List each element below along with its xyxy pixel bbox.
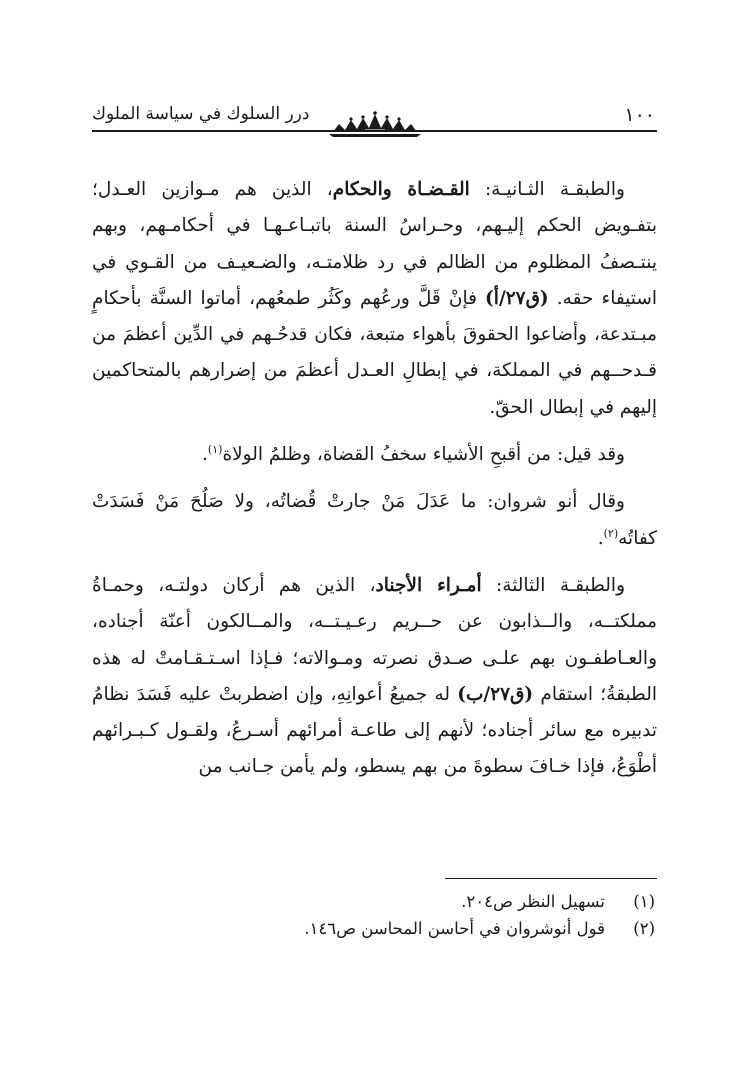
footnote-number: (٢) [633,919,655,938]
footnote-ref-2[interactable]: (٢) [603,526,619,540]
footnote-2 [92,915,657,942]
p1-text-1: والطبقـة الثـانيـة: [469,179,625,200]
main-text [92,172,657,786]
running-title: درر السلوك في سياسة الملوك [92,104,310,124]
paragraph-second-class [92,172,657,426]
crown-ornament-icon [325,110,425,140]
page-number: ١٠٠ [624,104,655,126]
footnote-text: قول أنوشروان في أحاسن المحاسن ص١٤٦. [304,919,605,938]
p4-heading-commanders: أمـراء الأجناد [375,574,482,596]
paragraph-third-class [92,568,657,786]
footnote-number: (١) [633,892,655,911]
footnote-ref-1[interactable]: (١) [207,442,223,456]
p4-text-1: والطبقـة الثالثة: [481,574,625,596]
footnote-separator [445,878,657,879]
p1-manuscript-ref: (ق٢٧/أ) [485,287,549,309]
header-rule [92,130,657,132]
p1-heading-judges: القـضـاة والحكام [332,179,470,200]
p4-manuscript-ref: (ق٢٧/ب) [457,683,534,705]
footnotes [92,888,657,942]
p4-text-2: ، الذين هم أركان دولتـه، وحمـاةُ مملكتــه، والــذابون عن حــريم رعـيـتــه، والمــالكون أعنّة أجناده، والعـاطفـون بهم علـى صـدق نصرته ومـوالاته؛ فـإذا اسـتـقـامتْ له هذه الطبقةُ؛ استقام [92,574,657,705]
paragraph-quote-1 [92,437,657,473]
p2-text: وقد قيل: من أقبحِ الأشياء سخفُ القضاة، وظلمُ الولاة [222,444,625,466]
footnote-text: تسهيل النظر ص٢٠٤. [461,892,605,911]
p1-text-3: فإنْ قَلَّ ورعُهم وكَثُر طمعُهم، أماتوا السنَّة بأحكامٍ مبـتدعة، وأضاعوا الحقوقَ بأهواء متبعة، فكان قدحُـهم في الدِّين أعظمَ من قـدحــهم في المملكة، في إبطالِ العـدل أعظمَ من إضرارهم بالمتحاكمين إليهم في إبطال الحقّ. [92,287,657,418]
p2-end: . [202,444,208,466]
p4-text-3: له جميعُ أعوانِهِ، وإن اضطربتْ عليه فَسَدَ نظامُ تدبيره مع سائر أجناده؛ لأنهم إلى طاعـة أمرائهم أسـرعُ، ولقـول كـبـرائهم أطْوَعُ، فإذا خـافَ سطوةَ من بهم يسطو، ولم يأمن جـانب من [92,683,657,778]
page-header [92,104,657,144]
p3-end: . [597,527,604,549]
footnote-1 [92,888,657,915]
p1-text-2: ، الذين هم مـوازين العـدل؛ بتفـويض الحكم إليـهم، وحـراسُ السنة باتبـاعـهـا في أحكامـهم، وبهم ينتـصفُ المظلوم من الظالم في رد ظلامتـه، والضـعيـف من القـوي في استيفاء حقه. [92,179,657,309]
paragraph-quote-2 [92,484,657,557]
p3-text: وقال أنو شروان: ما عَدَلَ مَنْ جارتْ قُضاتُه، ولا صَلُحَ مَنْ فَسَدَتْ كفاتُه [92,491,657,549]
